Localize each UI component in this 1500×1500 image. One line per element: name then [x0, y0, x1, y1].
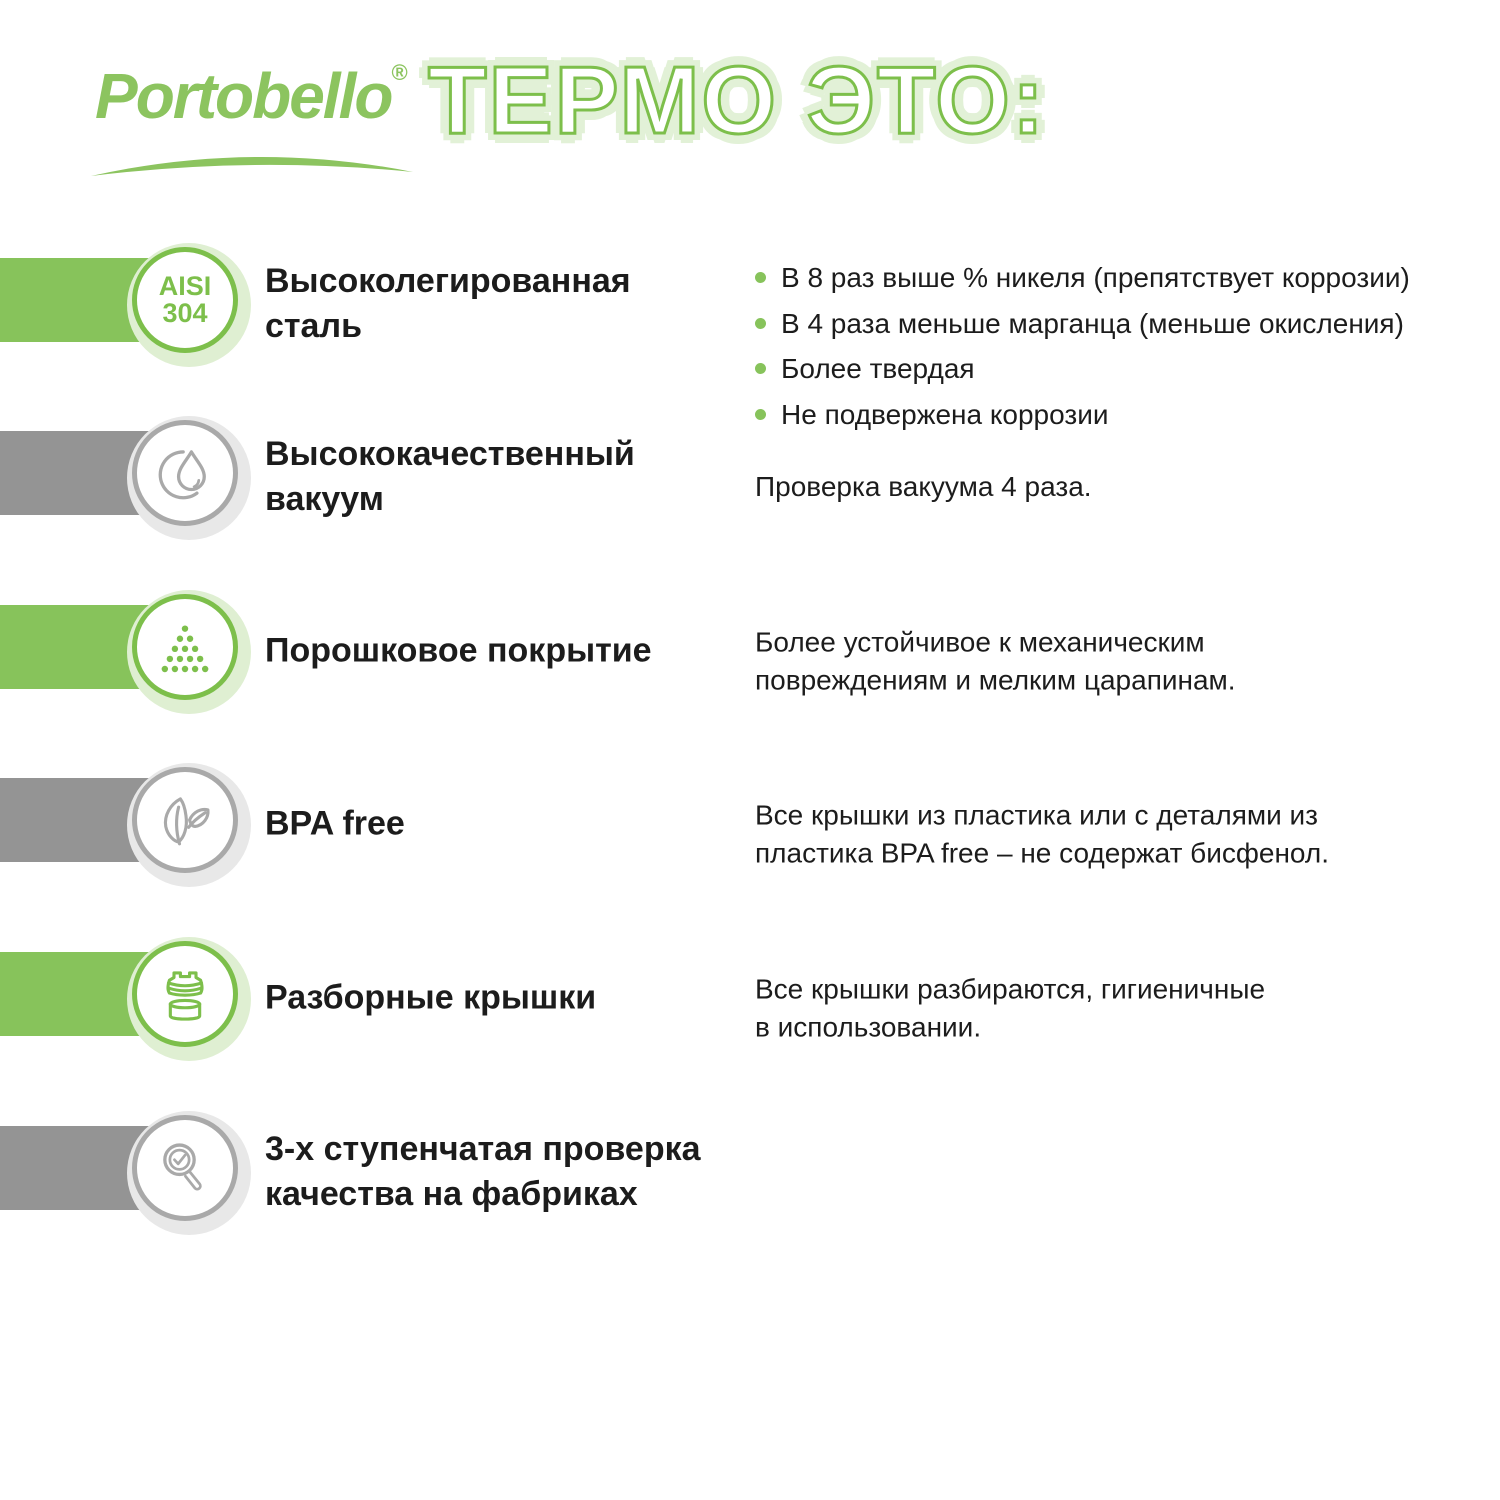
feature-row-quality — [0, 1081, 1500, 1255]
desc-line: пластика BPA free – не содержат бисфенол. — [755, 837, 1329, 868]
feature-title-line: BPA free — [265, 804, 405, 843]
feature-title — [265, 976, 765, 1021]
bullet-item — [755, 305, 1495, 343]
leaf-icon — [132, 767, 238, 873]
desc-line: Проверка вакуума 4 раза. — [755, 471, 1092, 503]
brand-swoosh-icon — [87, 148, 417, 182]
bullet-text: В 8 раз выше % никеля (препятствует коррозии) — [781, 262, 1410, 293]
lid-parts-icon — [132, 941, 238, 1047]
feature-title — [265, 802, 765, 847]
brand-name — [95, 60, 415, 132]
feature-title-line: Разборные крышки — [265, 978, 597, 1017]
page-title: ТЕРМО ЭТО: — [428, 47, 1046, 154]
feature-title — [265, 629, 765, 674]
bullet-text: Не подвержена коррозии — [781, 398, 1109, 430]
feature-title-line: вакуум — [265, 480, 384, 518]
feature-row-powder — [0, 560, 1500, 734]
feature-desc — [755, 468, 1495, 506]
feature-desc — [755, 970, 1495, 1045]
bullet-dot-icon — [755, 272, 766, 283]
brand-name-text: Portobello — [95, 60, 392, 132]
registered-mark: ® — [391, 60, 408, 85]
bullet-dot-icon — [755, 363, 766, 374]
water-drop-icon — [132, 420, 238, 526]
feature-title-line: Порошковое покрытие — [265, 631, 652, 670]
bullet-item — [755, 350, 1495, 388]
feature-title — [265, 1127, 765, 1217]
feature-title — [265, 259, 765, 349]
desc-line: Все крышки из пластика или с деталями из — [755, 799, 1319, 831]
powder-dots-icon — [132, 594, 238, 700]
desc-line: Все крышки разбираются, гигиеничные — [755, 973, 1266, 1005]
feature-row-vacuum — [0, 386, 1500, 560]
desc-line: повреждениям и мелким царапинам. — [755, 664, 1236, 695]
feature-title — [265, 432, 765, 522]
bullet-dot-icon — [755, 318, 766, 329]
aisi-line: 304 — [162, 298, 208, 328]
bullet-item — [755, 259, 1495, 297]
aisi-304-badge — [132, 247, 238, 353]
feature-title-line: сталь — [265, 307, 362, 345]
bullet-text: В 4 раза меньше марганца (меньше окисления) — [781, 307, 1404, 339]
feature-row-bpa-free — [0, 733, 1500, 907]
magnifier-check-icon — [132, 1115, 238, 1221]
brand-logo — [95, 60, 415, 132]
desc-line: Более устойчивое к механическим — [755, 626, 1205, 658]
feature-title-line: 3-х ступенчатая проверка — [265, 1130, 701, 1169]
feature-title-line: Высоколегированная — [265, 262, 631, 301]
feature-title-line: качества на фабриках — [265, 1175, 638, 1213]
aisi-304-label — [159, 273, 212, 327]
desc-line: в использовании. — [755, 1011, 982, 1042]
feature-desc — [755, 796, 1495, 871]
aisi-line: AISI — [158, 271, 212, 301]
feature-row-steel — [0, 213, 1500, 430]
feature-title-line: Высококачественный — [265, 435, 635, 474]
feature-row-lids — [0, 907, 1500, 1081]
bullet-text: Более твердая — [781, 353, 975, 385]
feature-desc — [755, 623, 1495, 698]
